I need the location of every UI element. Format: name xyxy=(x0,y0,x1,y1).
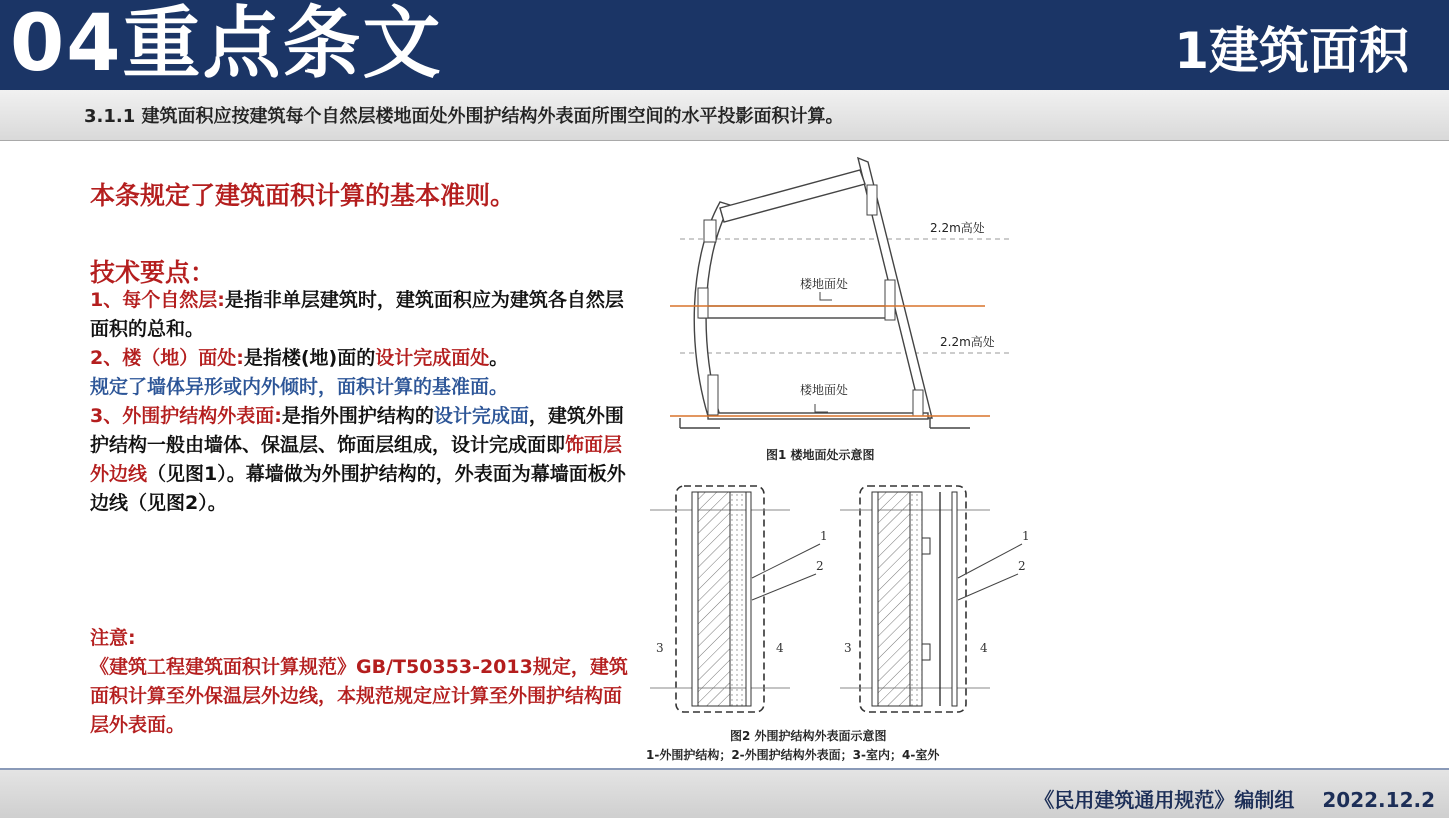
point-1-lead: 1、每个自然层: xyxy=(90,289,225,311)
label-22m-top: 2.2m高处 xyxy=(930,221,985,235)
point-3-body-3: （见图1）。幕墙做为外围护结构的，外表面为幕墙面板外边线（见图2）。 xyxy=(90,463,626,514)
left-label-2: 2 xyxy=(816,559,824,573)
left-outer-finish xyxy=(746,492,751,706)
wall-block xyxy=(704,220,716,242)
label-floor-top: 楼地面处 xyxy=(800,277,849,291)
right-insulation xyxy=(910,492,922,706)
point-2-lead: 2、楼（地）面处: xyxy=(90,347,244,369)
figure-1-diagram xyxy=(660,150,1020,445)
figure-2-caption: 图2 外围护结构外表面示意图 xyxy=(730,729,887,743)
point-3 xyxy=(90,402,630,518)
point-3-highlight-blue: 设计完成面 xyxy=(433,405,529,427)
point-2 xyxy=(90,344,630,402)
bracket-bottom xyxy=(922,644,930,660)
section-title: 1建筑面积 xyxy=(1174,22,1409,80)
tech-points-heading: 技术要点： xyxy=(90,258,216,287)
right-inner-finish xyxy=(872,492,878,706)
principle-heading: 本条规定了建筑面积计算的基本准则。 xyxy=(90,181,516,210)
figure-1-caption: 图1 楼地面处示意图 xyxy=(766,448,875,462)
point-2-note: 规定了墙体异形或内外倾时，面积计算的基准面。 xyxy=(90,376,509,398)
right-label-3: 3 xyxy=(844,641,852,655)
footer-bar xyxy=(0,768,1449,818)
wall-block xyxy=(913,390,923,416)
note-heading: 注意: xyxy=(90,627,136,649)
point-2-end: 。 xyxy=(489,347,509,369)
point-1 xyxy=(90,286,630,344)
page-title: 04重点条文 xyxy=(10,0,443,89)
footer-text xyxy=(1034,784,1435,813)
label-floor-bottom: 楼地面处 xyxy=(800,383,849,397)
point-3-body: 是指外围护结构的 xyxy=(281,405,434,427)
curtain-wall-panel xyxy=(952,492,957,706)
point-3-lead: 3、外围护结构外表面: xyxy=(90,405,282,427)
footer-org: 《民用建筑通用规范》编制组 xyxy=(1034,788,1295,812)
right-leader-2 xyxy=(958,574,1018,600)
figure-2-diagram xyxy=(640,478,1040,722)
point-1-body: 是指非单层建筑时，建筑面积应为建筑各自然层面积的总和。 xyxy=(90,289,624,340)
left-label-4: 4 xyxy=(776,641,784,655)
right-wall-core xyxy=(878,492,910,706)
point-2-body: 是指楼(地)面的 xyxy=(243,347,376,369)
header-bar xyxy=(0,0,1449,90)
left-label-3: 3 xyxy=(656,641,664,655)
point-3-body-2: ，建筑外围护结构一般由墙体、保温层、饰面层组成，设计完成面即 xyxy=(90,405,624,456)
leader-top xyxy=(820,292,832,300)
wall-block xyxy=(885,280,895,320)
right-label-4: 4 xyxy=(980,641,988,655)
point-2-highlight: 设计完成面处 xyxy=(375,347,490,369)
bracket-top xyxy=(922,538,930,554)
wall-block xyxy=(698,288,708,318)
note-body: 《建筑工程建筑面积计算规范》GB/T50353-2013规定，建筑面积计算至外保温层外边线，本规范规定应计算至外围护结构面层外表面。 xyxy=(90,656,628,736)
footer-date: 2022.12.2 xyxy=(1322,788,1435,812)
note-block xyxy=(90,624,630,740)
right-leader-1 xyxy=(958,544,1022,578)
left-inner-finish xyxy=(692,492,698,706)
figure-2-legend: 1-外围护结构；2-外围护结构外表面；3-室内；4-室外 xyxy=(646,748,940,762)
tech-points xyxy=(90,286,630,518)
left-leader-1 xyxy=(752,544,820,578)
middle-slab xyxy=(700,306,890,318)
wall-block xyxy=(867,185,877,215)
label-22m-bottom: 2.2m高处 xyxy=(940,335,995,349)
left-wall-core xyxy=(698,492,730,706)
right-label-2: 2 xyxy=(1018,559,1026,573)
right-label-1: 1 xyxy=(1022,529,1030,543)
left-label-1: 1 xyxy=(820,529,828,543)
leader-bottom xyxy=(815,404,828,412)
roof-slab xyxy=(720,170,865,222)
left-insulation xyxy=(730,492,746,706)
clause-text: 3.1.1 建筑面积应按建筑每个自然层楼地面处外围护结构外表面所围空间的水平投影面积计算。 xyxy=(84,106,844,127)
clause-bar xyxy=(0,90,1449,141)
left-leader-2 xyxy=(752,574,816,600)
wall-block xyxy=(708,375,718,415)
point-3-highlight-red: 饰面层外边线 xyxy=(90,434,623,485)
